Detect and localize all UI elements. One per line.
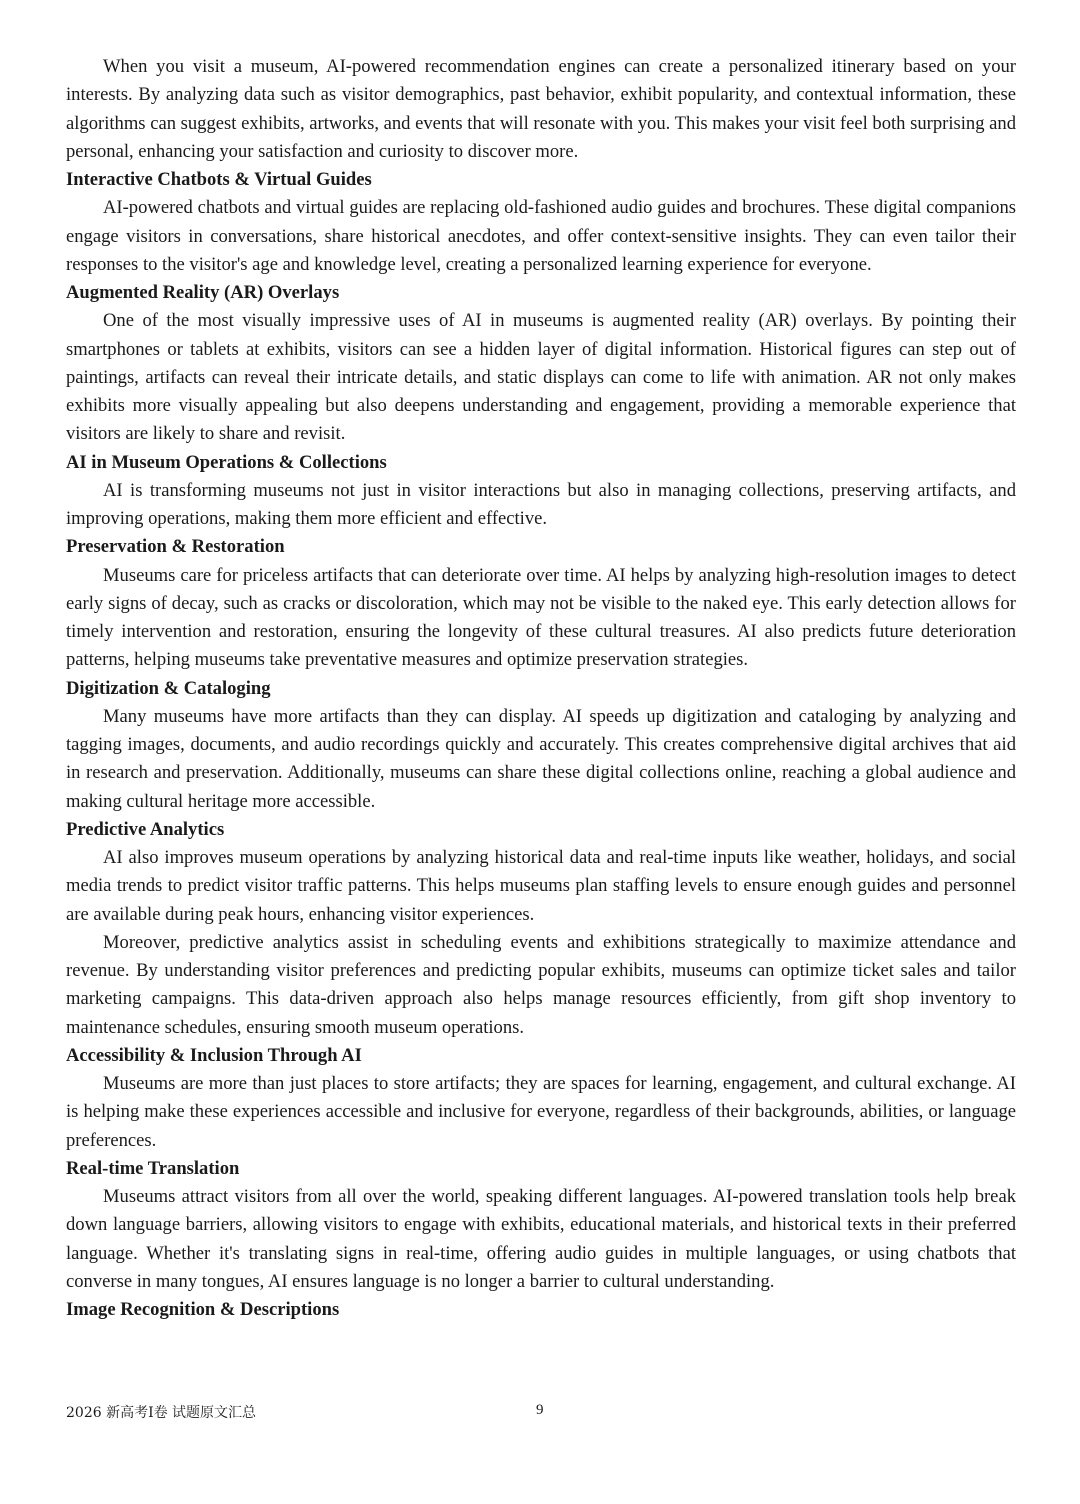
paragraph: When you visit a museum, AI-powered recommendation engines can create a personalized itinerary based on your interests. By analyzing data such as visitor demographics, past behavior, exhibit popularity, and contextual information, these algorithms can suggest exhibits, artworks, and events that will resonate with you. This makes your visit feel both surprising and personal, enhancing your satisfaction and curiosity to discover more. [66,56,1016,162]
paragraph: One of the most visually impressive uses of AI in museums is augmented reality (AR) overlays. By pointing their smartphones or tablets at exhibits, visitors can see a hidden layer of digital information. Historical figures can step out of paintings, artifacts can reveal their intricate details, and static displays can come to life with animation. AR not only makes exhibits more visually appealing but also deepens understanding and engagement, providing a memorable experience that visitors are likely to share and revisit. [66,310,1016,445]
footer-source: 2026 新高考I卷 试题原文汇总 [66,1405,257,1421]
paragraph: Museums are more than just places to store artifacts; they are spaces for learning, engagement, and cultural exchange. AI is helping make these experiences accessible and inclusive for everyone, regardless of their backgrounds, abilities, or language preferences. [66,1073,1016,1151]
page-footer [66,1402,1016,1426]
document-body [66,53,1016,1324]
section-heading: Interactive Chatbots & Virtual Guides [66,169,372,190]
section-heading: Predictive Analytics [66,818,225,840]
page-number: 9 [536,1402,544,1418]
paragraph: Moreover, predictive analytics assist in scheduling events and exhibitions strategically to maximize attendance and revenue. By understanding visitor preferences and predicting popular exhibits, museums can optimize ticket sales and tailor marketing campaigns. This data-driven approach also helps manage resources efficiently, from gift shop inventory to maintenance schedules, ensuring smooth museum operations. [66,931,1016,1038]
section-heading: Augmented Reality (AR) Overlays [66,282,340,303]
paragraph: Many museums have more artifacts than they can display. AI speeds up digitization and cataloging by analyzing and tagging images, documents, and audio recordings quickly and accurately. This creates comprehensive digital archives that aid in research and preservation. Additionally, museums can share these digital collections online, reaching a global audience and making cultural heritage more accessible. [66,705,1016,812]
section-heading: Digitization & Cataloging [66,677,271,699]
section-heading: Real-time Translation [66,1157,240,1179]
section-heading: AI in Museum Operations & Collections [66,451,387,473]
section-heading: Image Recognition & Descriptions [66,1299,340,1320]
section-heading: Accessibility & Inclusion Through AI [66,1044,362,1066]
paragraph: AI is transforming museums not just in visitor interactions but also in managing collections, preserving artifacts, and improving operations, making them more efficient and effective. [66,479,1016,529]
paragraph: AI-powered chatbots and virtual guides are replacing old-fashioned audio guides and brochures. These digital companions engage visitors in conversations, share historical anecdotes, and offer context-sensitive insights. They can even tailor their responses to the visitor's age and knowledge level, creating a personalized learning experience for everyone. [66,197,1016,275]
section-heading: Preservation & Restoration [66,536,285,558]
paragraph: AI also improves museum operations by analyzing historical data and real-time inputs like weather, holidays, and social media trends to predict visitor traffic patterns. This helps museums plan staffing levels to ensure enough guides and personnel are available during peak hours, enhancing visitor experiences. [66,847,1016,925]
paragraph: Museums care for priceless artifacts that can deteriorate over time. AI helps by analyzing high-resolution images to detect early signs of decay, such as cracks or discoloration, which may not be visible to the naked eye. This early detection allows for timely intervention and restoration, ensuring the longevity of these cultural treasures. AI also predicts future deterioration patterns, helping museums take preventative measures and optimize preservation strategies. [66,564,1016,671]
paragraph: Museums attract visitors from all over the world, speaking different languages. AI-powered translation tools help break down language barriers, allowing visitors to engage with exhibits, educational materials, and historical texts in their preferred language. Whether it's translating signs in real-time, offering audio guides in multiple languages, or using chatbots that converse in many tongues, AI ensures language is no longer a barrier to cultural understanding. [66,1186,1016,1292]
